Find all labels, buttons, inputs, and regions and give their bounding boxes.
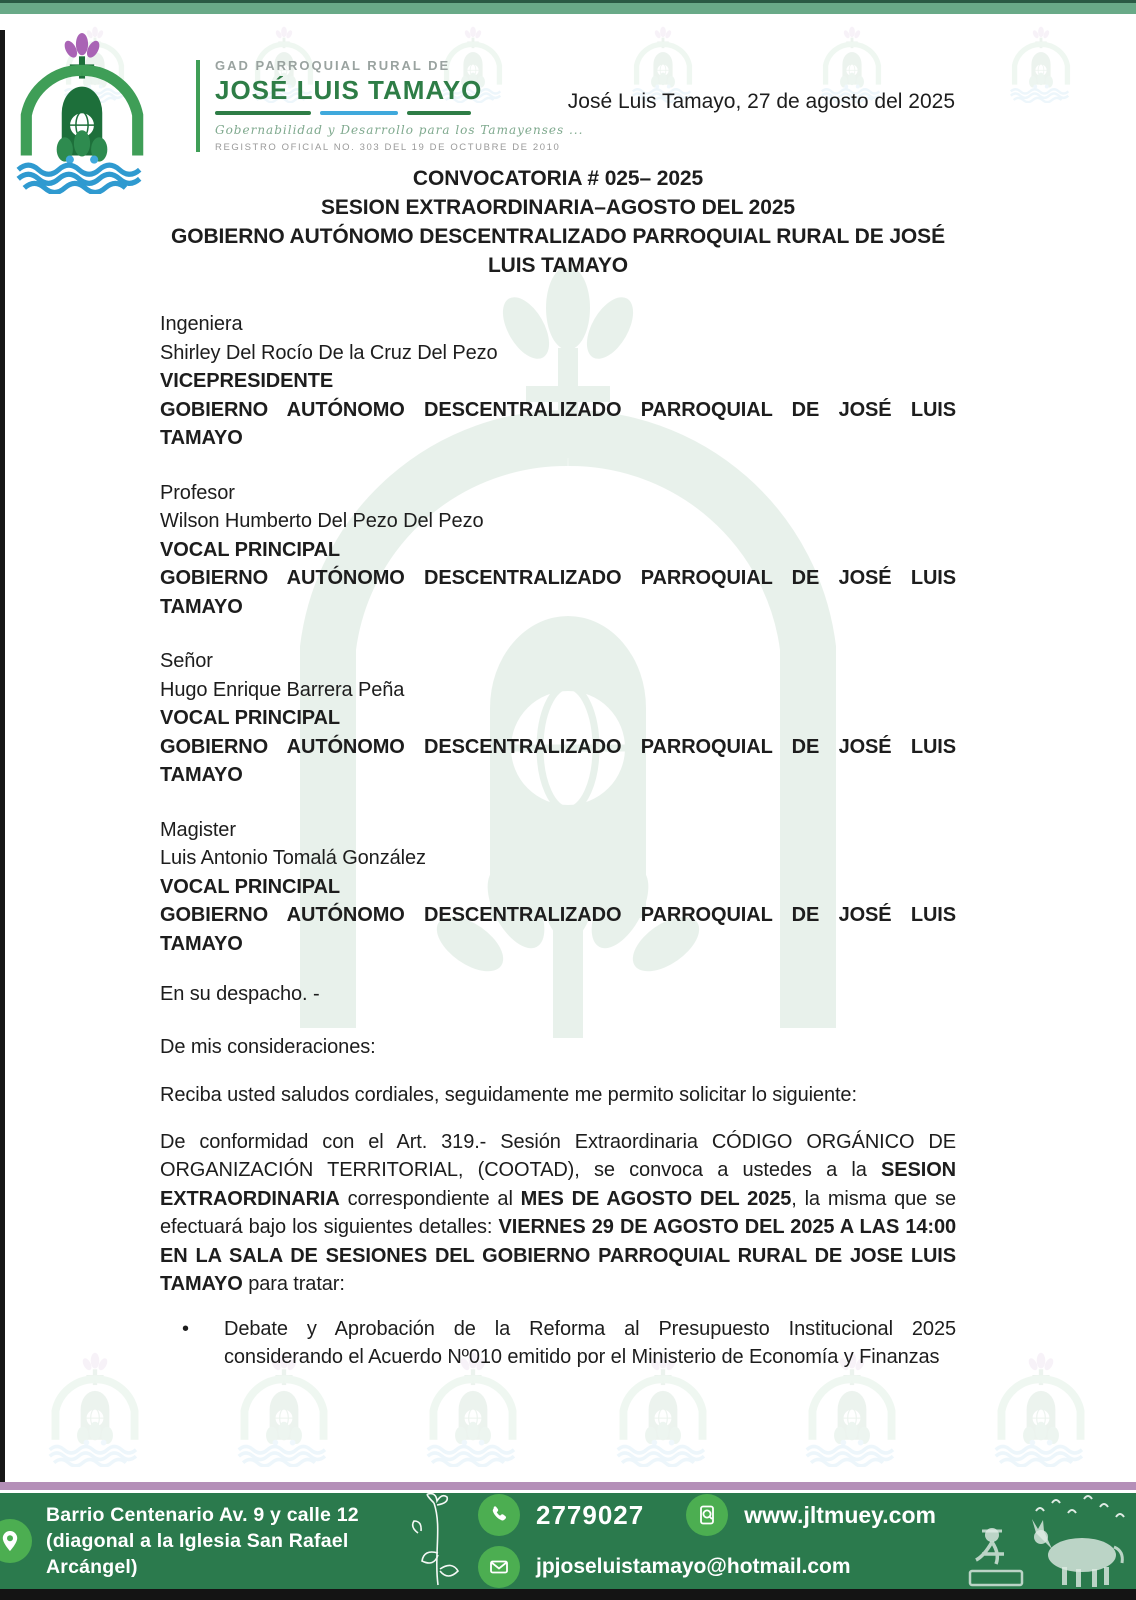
footer-website: www.jltmuey.com [744,1501,936,1528]
scan-edge-left [0,30,5,1482]
footer-phone: 2779027 [536,1499,645,1530]
footer-address: Barrio Centenario Av. 9 y calle 12 (diagonal a la Iglesia San Rafael Arcángel) [46,1504,359,1578]
recipient-salutation: Ingeniera [160,313,243,335]
recipient-block [160,479,956,622]
recipient-name: Wilson Humberto Del Pezo Del Pezo [160,510,484,532]
address-group [2,1502,404,1580]
agenda-item [160,1315,956,1372]
flower-line-art [404,1493,470,1589]
despacho-line: En su despacho. - [160,983,320,1005]
footer [0,1482,1136,1600]
recipient-salutation: Señor [160,650,213,672]
letterhead [0,14,1136,164]
phone-icon [478,1494,520,1536]
recipient-block [160,816,956,959]
saludos-line: Reciba usted saludos cordiales, seguidamente me permito solicitar lo siguiente: [160,1084,857,1106]
recipient-role: VOCAL PRINCIPAL [160,538,340,561]
scan-edge-bottom [0,1589,1136,1600]
brand-divider [196,60,200,152]
document-title [160,164,956,280]
contact-block [478,1494,936,1588]
title-line-3: GOBIERNO AUTÓNOMO DESCENTRALIZADO PARROQUIAL RURAL DE JOSÉ LUIS TAMAYO [171,225,945,277]
brand-block [215,58,584,153]
gad-crest-logo [6,32,158,194]
recipient-org: GOBIERNO AUTÓNOMO DESCENTRALIZADO PARROQUIAL DE JOSÉ LUIS TAMAYO [160,567,956,618]
recipient-org: GOBIERNO AUTÓNOMO DESCENTRALIZADO PARROQUIAL DE JOSÉ LUIS TAMAYO [160,398,956,449]
brand-name: JOSÉ LUIS TAMAYO [215,75,483,105]
recipients-list [160,310,956,958]
recipient-block [160,647,956,790]
recipient-org: GOBIERNO AUTÓNOMO DESCENTRALIZADO PARROQUIAL DE JOSÉ LUIS TAMAYO [160,735,956,786]
brand-tagline: Gobernabilidad y Desarrollo para los Tamayenses ... [215,123,584,137]
brand-registro: REGISTRO OFICIAL NO. 303 DEL 19 DE OCTUBRE DE 2010 [215,142,561,153]
recipient-name: Hugo Enrique Barrera Peña [160,678,405,701]
title-line-2: SESION EXTRAORDINARIA–AGOSTO DEL 2025 [321,196,795,219]
recipient-org: GOBIERNO AUTÓNOMO DESCENTRALIZADO PARROQUIAL DE JOSÉ LUIS TAMAYO [160,904,956,955]
recipient-name: Shirley Del Rocío De la Cruz Del Pezo [160,341,498,364]
recipient-role: VICEPRESIDENTE [160,370,334,392]
recipient-salutation: Profesor [160,481,235,504]
recipient-salutation: Magister [160,818,236,841]
bullet-icon: • [182,1317,189,1340]
location-pin-icon [0,1519,32,1563]
top-green-bar [0,0,1136,14]
brand-underline [215,111,545,115]
brand-small-text: GAD PARROQUIAL RURAL DE [215,58,451,73]
title-line-1: CONVOCATORIA # 025– 2025 [412,167,704,190]
website-icon [686,1494,728,1536]
farm-scene-art [886,1493,1136,1589]
main-paragraph: De conformidad con el Art. 319.- Sesión Extraordinaria CÓDIGO ORGÁNICO DE ORGANIZACIÓN TERRITORIAL, (COOTAD), se convoca a ustedes a la SESION EXTRAORDINARIA correspondiente al MES DE AGOSTO DEL 2025, la misma que se efectuará bajo los siguientes detalles: VIERNES 29 DE AGOSTO DEL 2025 A LAS 14:00 EN LA SALA DE SESIONES DEL GOBIERNO PARROQUIAL RURAL DE JOSE LUIS TAMAYO para tratar: [160,1130,956,1295]
recipient-block [160,310,956,453]
document-body [160,164,956,1372]
recipient-role: VOCAL PRINCIPAL [160,875,340,898]
agenda-item-text: Debate y Aprobación de la Reforma al Presupuesto Institucional 2025 considerando el Acuerdo Nº010 emitido por el Ministerio de Economía y Finanzas [224,1317,956,1368]
recipient-name: Luis Antonio Tomalá González [160,847,426,869]
date-line: José Luis Tamayo, 27 de agosto del 2025 [567,90,955,113]
recipient-role: VOCAL PRINCIPAL [160,707,340,729]
footer-email: jpjoseluistamayo@hotmail.com [536,1555,851,1578]
email-icon [478,1546,520,1588]
consideraciones-line: De mis consideraciones: [160,1035,376,1058]
